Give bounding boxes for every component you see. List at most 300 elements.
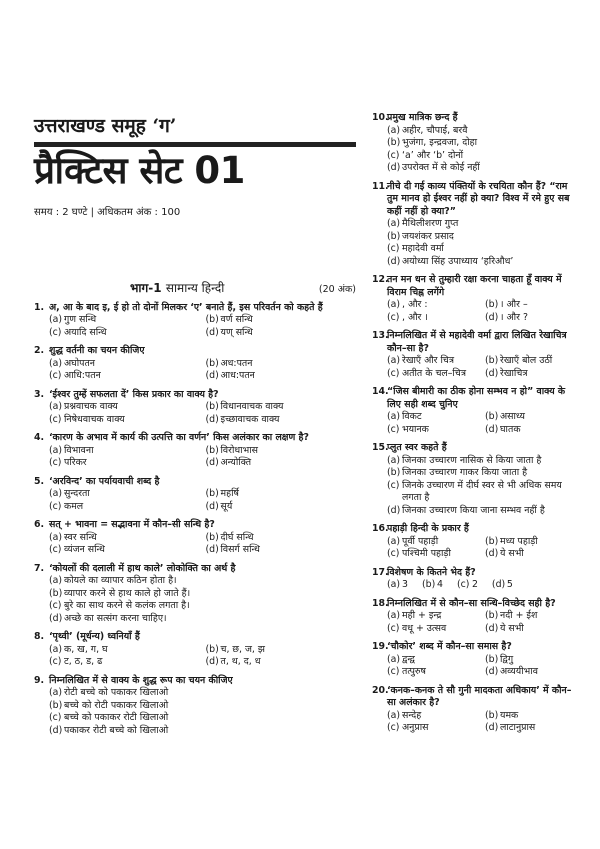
- option-text: अहीर, चौपाई, बरवै: [402, 124, 468, 136]
- option-item: [387, 424, 479, 437]
- option-letter: (a): [387, 454, 401, 466]
- option-letter: (b): [485, 653, 499, 665]
- option-letter: (d): [485, 622, 499, 634]
- option-text: जिनका उच्चारण नासिक से किया जाता है: [402, 454, 542, 466]
- option-text: गुण सन्धि: [64, 314, 97, 325]
- option-item: [387, 467, 577, 480]
- question-item: [34, 302, 356, 340]
- option-item: [387, 368, 479, 381]
- option-text: अध:पतन: [220, 357, 253, 369]
- option-letter: (a): [387, 411, 401, 422]
- option-text: भयानक: [402, 423, 429, 435]
- option-list: [34, 445, 356, 470]
- option-item: [387, 231, 577, 244]
- option-item: [387, 256, 577, 269]
- option-text: रेखाएँ बोल उठीं: [500, 355, 553, 366]
- option-letter: (d): [387, 255, 401, 267]
- question-text: प्रमुख मात्रिक छन्द हैं: [387, 112, 458, 123]
- option-list: [34, 488, 356, 513]
- question-text-row: [34, 519, 356, 532]
- question-text-row: [34, 389, 356, 402]
- question-item: [34, 519, 356, 557]
- question-text-row: [34, 476, 356, 489]
- option-letter: (a): [387, 355, 401, 366]
- option-list: [34, 314, 356, 339]
- question-text: ‘अरविन्द’ का पर्यायवाची शब्द है: [49, 475, 160, 487]
- option-item: [387, 579, 408, 592]
- question-number: 4.: [34, 432, 45, 443]
- option-item: [485, 368, 577, 381]
- question-text-row: [372, 274, 577, 299]
- question-text-row: [34, 675, 356, 688]
- option-text: द्विगु: [500, 653, 514, 665]
- option-item: [387, 710, 479, 723]
- option-letter: (d): [491, 579, 506, 590]
- option-text: प्रश्नवाचक वाक्य: [64, 401, 118, 412]
- option-text: ट, ठ, ड, ढ: [64, 656, 103, 667]
- option-text: महर्षि: [220, 488, 239, 499]
- option-text: वर्ण सन्धि: [220, 314, 253, 325]
- option-list: [372, 355, 577, 380]
- option-text: द्वन्द्व: [402, 653, 415, 665]
- question-number: 10.: [372, 112, 389, 123]
- question-text-row: [372, 330, 577, 355]
- question-number: 9.: [34, 674, 45, 686]
- question-text-row: [372, 112, 577, 125]
- question-item: [34, 631, 356, 669]
- option-item: [49, 370, 200, 383]
- option-item: [206, 414, 357, 427]
- option-item: [206, 314, 357, 327]
- option-item: [206, 457, 357, 470]
- option-text: च, छ, ज, झ: [220, 643, 265, 655]
- option-letter: (c): [49, 326, 62, 338]
- option-item: [49, 588, 356, 601]
- question-text-row: [372, 567, 577, 580]
- option-text: पश्चिमी पहाड़ी: [402, 548, 451, 559]
- page-header: [34, 112, 356, 218]
- question-text-row: [372, 386, 577, 411]
- option-letter: (d): [485, 548, 499, 559]
- option-item: [387, 411, 479, 424]
- option-text: सूर्य: [220, 500, 233, 512]
- option-letter: (a): [49, 531, 63, 543]
- option-text: जिनके उच्चारण में दीर्घ स्वर से भी अधिक समय लगता है: [402, 479, 562, 503]
- option-list: [34, 532, 356, 557]
- option-letter: (d): [205, 413, 219, 425]
- option-list: [372, 579, 577, 592]
- question-number: 20.: [372, 684, 389, 696]
- option-item: [49, 445, 200, 458]
- option-letter: (d): [205, 544, 219, 555]
- option-letter: (a): [387, 653, 401, 665]
- option-text: असाध्य: [500, 411, 525, 422]
- option-letter: (b): [205, 314, 219, 325]
- option-item: [206, 501, 357, 514]
- option-item: [49, 327, 200, 340]
- option-letter: (d): [485, 722, 499, 733]
- option-item: [387, 243, 577, 256]
- option-list: [372, 125, 577, 175]
- option-text: मही + इन्द्र: [402, 610, 442, 621]
- option-letter: (a): [49, 357, 63, 369]
- option-letter: (b): [387, 137, 401, 148]
- option-list: [372, 536, 577, 561]
- page-title: प्रैक्टिस सेट 01: [34, 149, 245, 192]
- option-item: [387, 125, 577, 138]
- group-title: उत्तराखण्ड समूह ‘ग’: [34, 115, 177, 137]
- option-item: [49, 401, 200, 414]
- option-text: दीर्घ सन्धि: [220, 531, 254, 543]
- question-text: तन मन धन से तुम्हारी रक्षा करना चाहता हूँ वाक्य में विराम चिह्न लगेंगे: [387, 274, 562, 298]
- option-letter: (d): [49, 612, 63, 624]
- question-text: ‘कोयलों की दलाली में हाथ काले’ लोकोक्ति का अर्थ है: [49, 562, 236, 574]
- option-item: [457, 579, 478, 592]
- question-number: 1.: [34, 301, 45, 313]
- question-text: शुद्ध वर्तनी का चयन कीजिए: [49, 345, 145, 356]
- option-letter: (c): [49, 413, 62, 425]
- option-letter: (a): [49, 643, 63, 655]
- option-text: कमल: [64, 500, 84, 512]
- option-item: [49, 488, 200, 501]
- option-letter: (c): [387, 722, 400, 733]
- option-letter: (c): [456, 579, 470, 590]
- question-number: 3.: [34, 388, 45, 400]
- option-text: बुरे का साथ करने से कलंक लगता है।: [64, 600, 190, 611]
- option-item: [387, 312, 479, 325]
- question-number: 7.: [34, 562, 45, 574]
- option-text: लाटानुप्रास: [500, 722, 536, 733]
- option-item: [422, 579, 443, 592]
- option-text: विकट: [402, 411, 422, 422]
- question-text: प्लुत स्वर कहते हैं: [387, 442, 447, 453]
- option-item: [49, 700, 356, 713]
- question-item: [34, 476, 356, 514]
- option-item: [206, 358, 357, 371]
- option-item: [206, 445, 357, 458]
- left-column: [34, 282, 356, 743]
- option-item: [49, 314, 200, 327]
- option-text: सन्देह: [402, 709, 422, 721]
- option-text: विधानवाचक वाक्य: [220, 401, 284, 412]
- option-letter: (b): [205, 401, 219, 412]
- question-text-row: [372, 685, 577, 710]
- question-number: 8.: [34, 631, 45, 642]
- option-item: [206, 370, 357, 383]
- option-item: [49, 600, 356, 613]
- question-number: 14.: [372, 386, 389, 397]
- question-text: सत् + भावना = सद्भावना में कौन–सी सन्धि है?: [49, 519, 215, 530]
- option-letter: (c): [49, 656, 62, 667]
- option-item: [485, 666, 577, 679]
- question-number: 11.: [372, 180, 389, 192]
- question-text-row: [34, 302, 356, 315]
- question-item: [372, 274, 577, 324]
- option-list: [34, 687, 356, 737]
- option-text: बच्चे को पकाकर रोटी खिलाओ: [64, 712, 169, 723]
- option-letter: (a): [49, 488, 63, 499]
- question-number: 15.: [372, 442, 389, 453]
- option-item: [387, 137, 577, 150]
- option-item: [387, 355, 479, 368]
- option-letter: (a): [49, 314, 63, 325]
- option-text: अनुप्रास: [402, 722, 429, 733]
- question-text-row: [34, 432, 356, 445]
- option-text: इच्छावाचक वाक्य: [220, 413, 280, 425]
- option-letter: (b): [387, 230, 401, 242]
- option-text: 4: [436, 579, 443, 590]
- option-text: घातक: [500, 423, 521, 435]
- option-text: क, ख, ग, घ: [64, 643, 108, 655]
- option-letter: (a): [49, 687, 63, 698]
- option-letter: (a): [387, 579, 401, 590]
- question-list-right: [372, 112, 577, 735]
- question-item: [372, 523, 577, 561]
- option-letter: (b): [485, 355, 499, 366]
- question-number: 2.: [34, 345, 45, 356]
- option-letter: (d): [485, 423, 499, 435]
- option-text: जिनका उच्चारण गाकर किया जाता है: [402, 467, 528, 478]
- option-item: [49, 358, 200, 371]
- option-letter: (c): [49, 544, 62, 555]
- option-text: अव्ययीभाव: [500, 666, 538, 677]
- option-item: [387, 480, 577, 505]
- question-item: [372, 330, 577, 380]
- question-number: 17.: [372, 566, 389, 578]
- option-text: अघोपतन: [64, 357, 96, 369]
- question-number: 19.: [372, 641, 389, 652]
- option-item: [387, 666, 479, 679]
- option-item: [387, 162, 577, 175]
- option-list: [372, 710, 577, 735]
- question-text: अ, आ के बाद इ, ई हो तो दोनों मिलकर ‘ए’ बनाते हैं, इस परिवर्तन को कहते हैं: [49, 301, 323, 313]
- option-text: त, थ, द, ध: [220, 656, 261, 667]
- question-text-row: [372, 523, 577, 536]
- option-letter: (d): [205, 500, 219, 512]
- option-text: व्यापार करने से हाथ काले हो जाते हैं।: [64, 587, 191, 599]
- question-item: [372, 641, 577, 679]
- option-text: पकाकर रोटी बच्चे को खिलाओ: [64, 724, 169, 736]
- option-text: भुजंगा, इन्द्रवजा, दोहा: [402, 137, 478, 148]
- section-name: भाग-1: [130, 281, 162, 295]
- option-letter: (d): [49, 724, 63, 736]
- option-item: [387, 505, 577, 518]
- option-letter: (c): [387, 367, 400, 379]
- question-item: [372, 112, 577, 175]
- option-letter: (b): [485, 610, 499, 621]
- option-list: [34, 575, 356, 625]
- option-item: [387, 218, 577, 231]
- option-text: आध:पतन: [220, 370, 255, 381]
- option-item: [485, 355, 577, 368]
- option-item: [387, 654, 479, 667]
- option-letter: (b): [205, 444, 219, 456]
- question-item: [34, 389, 356, 427]
- option-letter: (d): [387, 162, 401, 173]
- option-text: मध्य पहाड़ी: [500, 535, 538, 547]
- option-letter: (c): [387, 311, 400, 323]
- option-item: [49, 613, 356, 626]
- option-text: अतीत के चल–चित्र: [402, 367, 466, 379]
- option-letter: (b): [421, 579, 436, 590]
- option-item: [206, 532, 357, 545]
- question-item: [372, 442, 577, 517]
- option-item: [206, 401, 357, 414]
- question-text: “जिस बीमारी का ठीक होना सम्भव न हो” वाक्य के लिए सही शब्द चुनिए: [387, 386, 566, 410]
- option-text: उपरोक्त में से कोई नहीं: [402, 162, 480, 173]
- option-letter: (c): [387, 666, 400, 677]
- option-item: [485, 722, 577, 735]
- option-letter: (a): [387, 218, 401, 229]
- question-text: निम्नलिखित में से वाक्य के शुद्ध रूप का चयन कीजिए: [49, 674, 233, 686]
- option-letter: (d): [205, 656, 219, 667]
- option-item: [387, 610, 479, 623]
- option-list: [372, 610, 577, 635]
- question-text: निम्नलिखित में से कौन–सा सन्धि–विच्छेद सही है?: [387, 597, 556, 609]
- question-text: पहाड़ी हिन्दी के प्रकार हैं: [387, 523, 469, 534]
- option-text: तत्पुरुष: [402, 666, 426, 677]
- option-item: [206, 327, 357, 340]
- question-text: ‘कारण के अभाव में कार्य की उत्पत्ति का वर्णन’ किस अलंकार का लक्षण है?: [49, 432, 309, 443]
- option-text: मैथिलीशरण गुप्त: [402, 218, 459, 229]
- question-text: विशेषण के कितने भेद हैं?: [387, 566, 476, 578]
- option-letter: (d): [485, 311, 499, 323]
- option-text: यण् सन्धि: [220, 326, 253, 338]
- option-letter: (a): [387, 610, 401, 621]
- option-letter: (a): [387, 124, 401, 136]
- question-text: निम्नलिखित में से महादेवी वर्मा द्वारा लिखित रेखाचित्र कौन–सा है?: [387, 330, 567, 354]
- option-list: [372, 218, 577, 268]
- option-text: स्वर सन्धि: [64, 531, 97, 543]
- question-text-row: [34, 345, 356, 358]
- option-letter: (c): [387, 622, 400, 634]
- option-letter: (c): [49, 370, 62, 381]
- option-text: अयोध्या सिंह उपाध्याय ‘हरिऔध’: [402, 255, 514, 267]
- option-text: रोटी बच्चे को पकाकर खिलाओ: [64, 687, 169, 698]
- option-text: सुन्दरता: [64, 488, 90, 499]
- option-text: व्यंजन सन्धि: [64, 544, 105, 555]
- option-item: [49, 457, 200, 470]
- option-item: [485, 654, 577, 667]
- option-text: निषेधवाचक वाक्य: [64, 413, 125, 425]
- option-item: [49, 544, 200, 557]
- time-marks-info: समय : 2 घण्टे | अधिकतम अंक : 100: [34, 206, 181, 218]
- option-item: [206, 544, 357, 557]
- option-list: [372, 411, 577, 436]
- section-subject: सामान्य हिन्दी: [165, 281, 225, 295]
- option-text: बच्चे को रोटी पकाकर खिलाओ: [64, 699, 169, 711]
- option-letter: (a): [387, 535, 401, 547]
- option-letter: (b): [49, 587, 63, 599]
- option-list: [34, 358, 356, 383]
- question-text: ‘कनक–कनक ते सौ गुनी मादकता अधिकाय’ में कौन–सा अलंकार है?: [387, 684, 572, 708]
- question-text: ‘चौकोर’ शब्द में कौन–सा समास है?: [387, 641, 512, 652]
- option-text: जिनका उच्चारण किया जाना सम्भव नहीं है: [402, 504, 545, 516]
- question-number: 5.: [34, 475, 45, 487]
- section-marks: (20 अंक): [318, 284, 356, 295]
- option-text: ये सभी: [500, 622, 524, 634]
- option-item: [49, 414, 200, 427]
- option-letter: (c): [49, 600, 62, 611]
- question-number: 16.: [372, 523, 389, 534]
- option-letter: (c): [387, 149, 400, 161]
- option-text: 3: [402, 579, 408, 590]
- header-rule: [34, 142, 356, 147]
- option-text: रेखाएँ और चित्र: [402, 355, 455, 366]
- option-letter: (a): [49, 444, 63, 456]
- option-text: यमक: [500, 709, 519, 721]
- option-text: , और :: [402, 299, 428, 310]
- option-letter: (b): [205, 357, 219, 369]
- option-list: [34, 644, 356, 669]
- option-letter: (a): [49, 401, 63, 412]
- option-item: [206, 488, 357, 501]
- question-item: [34, 675, 356, 738]
- option-item: [485, 411, 577, 424]
- option-text: ये सभी: [500, 548, 524, 559]
- option-letter: (d): [205, 457, 219, 468]
- section-heading: [34, 282, 356, 297]
- option-text: । और ?: [500, 311, 528, 323]
- option-letter: (a): [387, 709, 401, 721]
- option-letter: (c): [49, 457, 62, 468]
- option-item: [485, 623, 577, 636]
- option-list: [34, 401, 356, 426]
- option-text: कोयले का व्यापार कठिन होता है।: [64, 575, 177, 586]
- option-text: परिकर: [64, 457, 87, 468]
- option-text: । और –: [500, 299, 528, 310]
- question-item: [372, 685, 577, 735]
- question-item: [34, 432, 356, 470]
- option-item: [49, 712, 356, 725]
- question-list-left: [34, 302, 356, 738]
- option-letter: (c): [387, 423, 400, 435]
- option-item: [49, 656, 200, 669]
- question-text-row: [372, 598, 577, 611]
- option-letter: (c): [387, 243, 400, 254]
- question-item: [34, 345, 356, 383]
- question-text-row: [372, 181, 577, 219]
- question-item: [372, 181, 577, 269]
- option-text: रेखाचित्र: [500, 367, 528, 379]
- option-item: [387, 150, 577, 163]
- option-item: [387, 722, 479, 735]
- option-letter: (a): [387, 299, 401, 310]
- option-text: अन्योक्ति: [220, 457, 252, 468]
- question-text-row: [34, 563, 356, 576]
- option-item: [387, 455, 577, 468]
- question-text-row: [372, 641, 577, 654]
- question-number: 12.: [372, 274, 389, 285]
- option-item: [485, 312, 577, 325]
- option-item: [387, 623, 479, 636]
- option-item: [485, 536, 577, 549]
- option-item: [49, 532, 200, 545]
- option-letter: (b): [485, 299, 499, 310]
- option-letter: (d): [205, 326, 219, 338]
- question-text: नीचे दी गई काव्य पंक्तियों के रचयिता कौन हैं? “राम तुम मानव हो ईश्वर नहीं हो क्या? विश्व में रमे हुए सब कहीं नहीं हो क्या?”: [387, 180, 570, 217]
- option-text: अयादि सन्धि: [64, 326, 107, 338]
- option-list: [372, 299, 577, 324]
- option-letter: (c): [49, 500, 62, 512]
- option-letter: (b): [205, 643, 219, 655]
- option-text: , और ।: [402, 311, 428, 323]
- question-text-row: [372, 442, 577, 455]
- option-text: पूर्वी पहाड़ी: [402, 535, 439, 547]
- option-item: [485, 548, 577, 561]
- option-letter: (b): [205, 488, 219, 499]
- option-letter: (b): [485, 411, 499, 422]
